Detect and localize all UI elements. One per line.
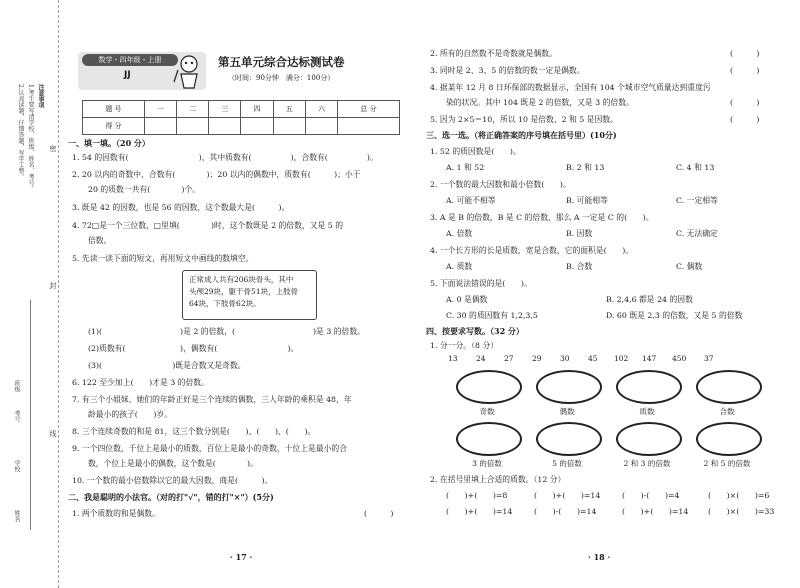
story-line: 头颅29块，躯干骨51块，上肢骨 — [189, 287, 299, 296]
number-item: 13 — [448, 354, 458, 363]
judge-4-answer[interactable]: ( ) — [730, 98, 760, 107]
judge-5-answer[interactable]: ( ) — [730, 115, 760, 124]
question-4b: 倍数。 — [88, 236, 112, 245]
sort-oval-multiple-5[interactable] — [536, 422, 602, 456]
choice-3-option-b[interactable]: B. 因数 — [566, 229, 593, 238]
choice-2-option-c[interactable]: C. 一定相等 — [676, 196, 718, 205]
judge-1: 1. 两个质数的和是偶数。 — [72, 509, 160, 518]
score-header-cell: 总 分 — [338, 101, 400, 118]
oval-label: 奇数 — [479, 407, 495, 416]
oval-label: 5 的倍数 — [552, 459, 582, 468]
section-2-title: 二、我是聪明的小法官。（对的打"√"，错的打"×"）(5分) — [68, 492, 274, 502]
section-1-title: 一、填一填。（20 分） — [68, 138, 150, 148]
number-item: 29 — [532, 354, 542, 363]
number-item: 30 — [560, 354, 570, 363]
class-label: 班级 — [13, 380, 20, 392]
choice-5-option-a[interactable]: A. 0 是偶数 — [446, 295, 488, 304]
sort-oval-composite[interactable] — [696, 370, 762, 404]
score-cell[interactable] — [305, 118, 337, 135]
notice-line-1: 1.考生要写清学校、班级、姓名、考号。 — [27, 84, 34, 192]
story-line: 正常成人共有206块骨头，其中 — [189, 275, 294, 284]
question-5: 5. 先读一读下面的短文，再用短文中画线的数填空。 — [72, 254, 254, 263]
page-subtitle: （时间：90分钟 满分：100分） — [228, 74, 335, 82]
choice-2-option-b[interactable]: B. 可能相等 — [566, 196, 608, 205]
question-2b: 20 的质数一共有( )个。 — [88, 185, 201, 194]
sort-oval-multiple-2-5[interactable] — [696, 422, 762, 456]
section-3-title: 三、选一选。（将正确答案的序号填在括号里）(10分) — [426, 130, 617, 140]
oval-label: 2 和 3 的倍数 — [623, 459, 671, 468]
question-9a: 9. 一个四位数，千位上是最小的质数，百位上是最小的奇数，十位上是最小的合 — [72, 444, 348, 453]
score-cell[interactable] — [177, 118, 209, 135]
oval-label: 合数 — [719, 407, 735, 416]
equation[interactable]: ( )+( )=14 — [534, 491, 601, 500]
choice-4-option-b[interactable]: B. 合数 — [566, 262, 593, 271]
number-item: 450 — [672, 354, 687, 363]
score-cell[interactable] — [209, 118, 241, 135]
score-cell[interactable] — [338, 118, 400, 135]
story-line: 64块，下肢骨62块。 — [189, 299, 261, 308]
name-label: 姓名 — [13, 510, 20, 522]
choice-5-option-c[interactable]: C. 30 的质因数有 1,2,3,5 — [446, 311, 538, 320]
choice-3: 3. A 是 B 的倍数，B 是 C 的倍数，那么 A 一定是 C 的( )。 — [430, 213, 654, 222]
equation[interactable]: ( )×( )=33 — [708, 507, 775, 516]
choice-2: 2. 一个数的最大因数和最小倍数( )。 — [430, 180, 571, 189]
equation[interactable]: ( )-( )=4 — [622, 491, 680, 500]
choice-5: 5. 下面说法错误的是( )。 — [430, 279, 532, 288]
score-table — [82, 100, 400, 135]
question-2a: 2. 20 以内的奇数中，合数有( )；20 以内的偶数中，质数有( )；小于 — [72, 170, 361, 179]
mascot-icon — [172, 52, 206, 90]
choice-4-option-c[interactable]: C. 偶数 — [676, 262, 703, 271]
score-header-cell: 五 — [273, 101, 305, 118]
judge-4b: 染的状况。其中 104 既是 2 的倍数，又是 3 的倍数。 — [446, 98, 634, 107]
sort-oval-even[interactable] — [536, 370, 602, 404]
question-10: 10. 一个数的最小倍数除以它的最大因数，商是( )。 — [72, 476, 273, 485]
write-2: 2. 在括号里填上合适的质数。（12 分） — [430, 475, 566, 484]
score-header-cell: 六 — [305, 101, 337, 118]
sort-oval-prime[interactable] — [616, 370, 682, 404]
choice-3-option-a[interactable]: A. 倍数 — [446, 229, 473, 238]
choice-1: 1. 52 的质因数是( )。 — [430, 147, 521, 156]
question-7a: 7. 有三个小姐妹，她们的年龄正好是三个连续的偶数，三人年龄的乘积是 48，年 — [72, 395, 352, 404]
score-header-cell: 一 — [144, 101, 176, 118]
choice-1-option-b[interactable]: B. 2 和 13 — [566, 163, 605, 172]
question-7b: 龄最小的孩子( )岁。 — [88, 410, 173, 419]
sort-oval-multiple-2-3[interactable] — [616, 422, 682, 456]
edition-label: JJ — [124, 70, 131, 80]
choice-1-option-c[interactable]: C. 4 和 13 — [676, 163, 715, 172]
sort-oval-odd[interactable] — [456, 370, 522, 404]
choice-4: 4. 一个长方形的长是质数，宽是合数，它的面积是( )。 — [430, 246, 634, 255]
number-item: 37 — [704, 354, 714, 363]
judge-4a: 4. 据某年 12 月 8 日环保部的数据显示，全国有 104 个城市空气质量达到重度污 — [430, 83, 711, 92]
page-number-right: · 18 · — [588, 552, 611, 562]
school-label: 学校 — [13, 460, 20, 472]
question-6: 6. 122 至少加上( )才是 3 的倍数。 — [72, 378, 209, 387]
question-9b: 数，个位上是最小的偶数，这个数是( )。 — [88, 459, 258, 468]
question-5-1: (1)( )是 2 的倍数，( )是 3 的倍数。 — [88, 327, 365, 336]
score-header-cell: 二 — [177, 101, 209, 118]
story-box — [182, 270, 317, 320]
page-title: 第五单元综合达标测试卷 — [218, 55, 345, 69]
judge-3-answer[interactable]: ( ) — [730, 66, 760, 75]
number-item: 102 — [614, 354, 629, 363]
judge-1-answer[interactable]: ( ) — [364, 509, 394, 518]
choice-5-option-d[interactable]: D. 60 既是 2,3 的倍数，又是 5 的倍数 — [606, 311, 743, 320]
notice-line-2: 2.认真读题，仔细答题，写字工整。 — [17, 84, 24, 180]
seal-char-3: 线 — [49, 430, 57, 437]
binding-margin — [0, 0, 59, 588]
equation[interactable]: ( )×( )=6 — [708, 491, 770, 500]
choice-2-option-a[interactable]: A. 可能不相等 — [446, 196, 496, 205]
number-item: 24 — [476, 354, 486, 363]
judge-2-answer[interactable]: ( ) — [730, 49, 760, 58]
number-item: 45 — [588, 354, 598, 363]
score-row-label: 得 分 — [83, 118, 145, 135]
oval-label: 偶数 — [559, 407, 575, 416]
binding-line — [30, 300, 31, 530]
exam-id-label: 考号 — [13, 410, 20, 422]
score-header-cell: 四 — [241, 101, 273, 118]
write-1: 1. 分一分。（8 分） — [430, 341, 499, 350]
equation[interactable]: ( )+( )=8 — [446, 491, 508, 500]
seal-char-1: 密 — [49, 145, 57, 152]
section-4-title: 四、按要求写数。（32 分） — [426, 326, 524, 336]
seal-char-2: 封 — [49, 282, 57, 289]
score-cell[interactable] — [241, 118, 273, 135]
page-number-left: · 17 · — [230, 552, 253, 562]
equation[interactable]: ( )+( )=14 — [446, 507, 513, 516]
number-item: 27 — [504, 354, 514, 363]
subject-badge: 数学・四年级・上册 — [82, 54, 178, 66]
score-header-cell: 题 号 — [83, 101, 145, 118]
judge-3: 3. 同时是 2、3、5 的倍数的数一定是偶数。 — [430, 66, 585, 75]
oval-label: 2 和 5 的倍数 — [703, 459, 751, 468]
choice-1-option-a[interactable]: A. 1 和 52 — [446, 163, 485, 172]
judge-5: 5. 因为 2×5＝10，所以 10 是倍数，2 和 5 是因数。 — [430, 115, 618, 124]
equation[interactable]: ( )-( )=14 — [534, 507, 597, 516]
question-1: 1. 54 的因数有( )，其中质数有( )，合数有( )。 — [72, 153, 378, 162]
question-3: 3. 既是 42 的因数，也是 56 的因数，这个数最大是( )。 — [72, 203, 290, 212]
question-8: 8. 三个连续奇数的和是 81，这三个数分别是( )、( )、( )。 — [72, 427, 316, 436]
sort-oval-multiple-3[interactable] — [456, 422, 522, 456]
question-4a: 4. 72□是一个三位数，□里填( )时，这个数既是 2 的倍数，又是 5 的 — [72, 221, 344, 230]
judge-2: 2. 所有的自然数不是奇数就是偶数。 — [430, 49, 557, 58]
oval-label: 质数 — [639, 407, 655, 416]
choice-4-option-a[interactable]: A. 质数 — [446, 262, 473, 271]
choice-5-option-b[interactable]: B. 2,4,6 都是 24 的因数 — [606, 295, 693, 304]
score-cell[interactable] — [144, 118, 176, 135]
notice-title: 注意事项 — [37, 84, 44, 108]
choice-3-option-c[interactable]: C. 无法确定 — [676, 229, 718, 238]
question-5-3: (3)( )既是合数又是奇数。 — [88, 361, 246, 370]
equation[interactable]: ( )+( )=14 — [622, 507, 689, 516]
oval-label: 3 的倍数 — [472, 459, 502, 468]
score-cell[interactable] — [273, 118, 305, 135]
score-header-cell: 三 — [209, 101, 241, 118]
number-item: 147 — [642, 354, 657, 363]
question-5-2: (2)质数有( )，偶数有( )。 — [88, 344, 299, 353]
